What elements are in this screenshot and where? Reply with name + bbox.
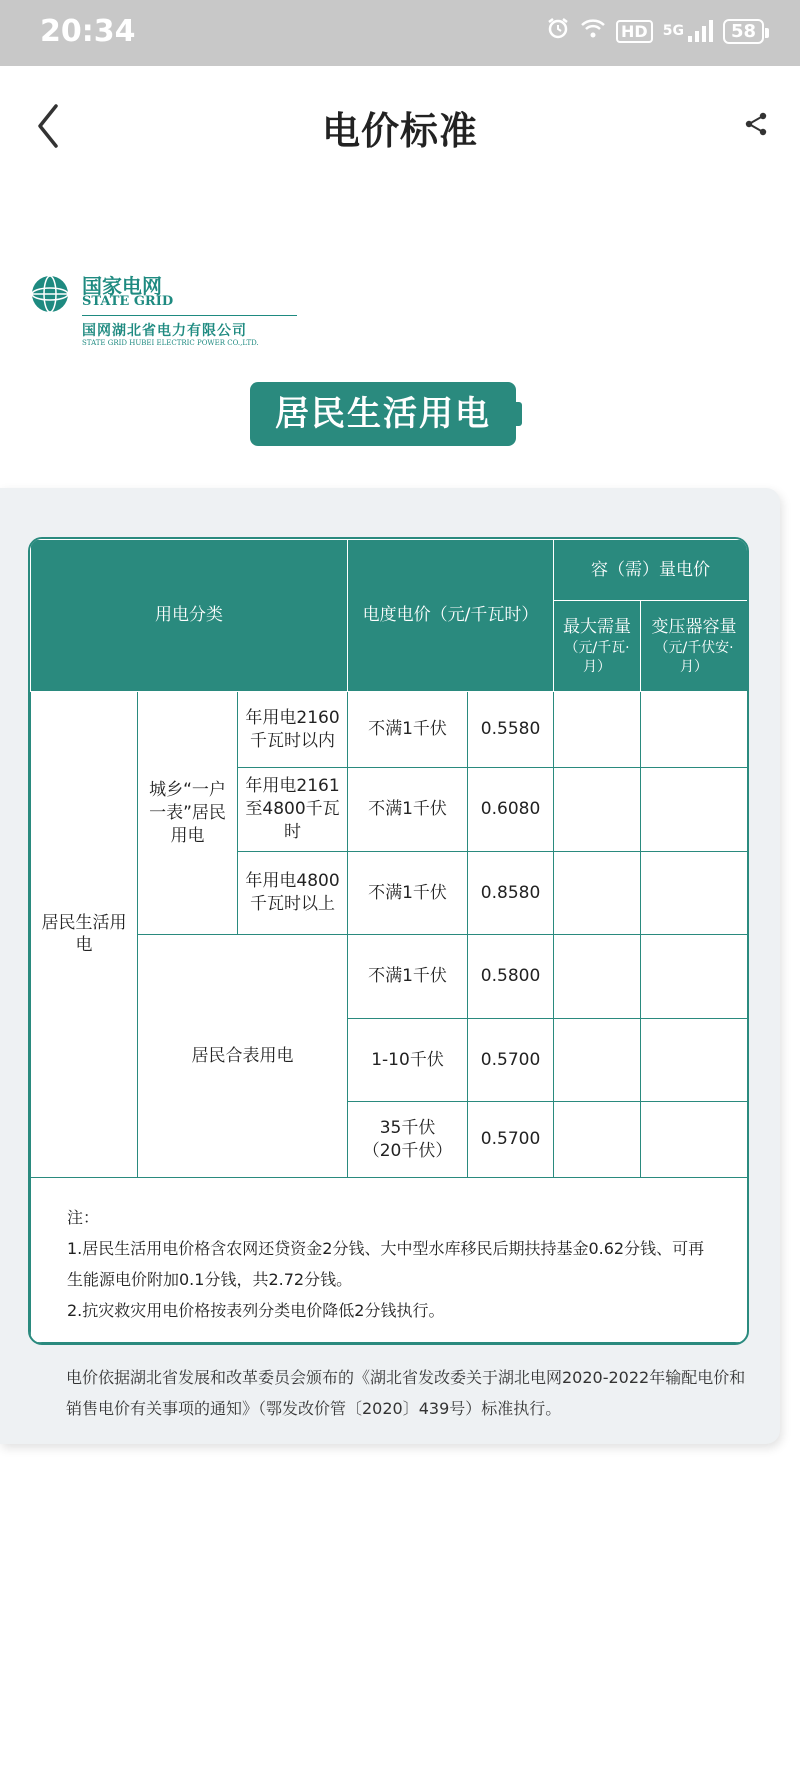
sub-label-single-meter: 城乡“一户一表”居民用电 xyxy=(138,691,238,935)
page-title: 电价标准 xyxy=(321,109,478,153)
voltage-cell: 1-10千伏 xyxy=(348,1018,468,1102)
header-capacity: 容（需）量电价 xyxy=(554,540,748,601)
note-2: 2.抗灾救灾用电价格按表列分类电价降低2分钱执行。 xyxy=(67,1300,445,1320)
empty-cell xyxy=(641,935,748,1019)
share-icon xyxy=(742,110,770,138)
tier-cell: 年用电2160千瓦时以内 xyxy=(238,691,348,767)
empty-cell xyxy=(641,851,748,935)
state-grid-logo xyxy=(30,270,280,350)
header-max-demand xyxy=(554,601,641,692)
price-cell: 0.5700 xyxy=(468,1102,554,1177)
price-table xyxy=(28,537,749,1345)
tier-cell: 年用电2161至4800千瓦时 xyxy=(238,768,348,852)
signal-icon xyxy=(688,20,713,42)
empty-cell xyxy=(641,691,748,767)
wifi-icon xyxy=(580,17,606,45)
header-category: 用电分类 xyxy=(31,540,348,692)
battery-level: 58 xyxy=(730,20,756,42)
empty-cell xyxy=(554,851,641,935)
price-cell: 0.5800 xyxy=(468,935,554,1019)
status-time: 20:34 xyxy=(40,14,136,49)
footnote: 电价依据湖北省发展和改革委员会颁布的《湖北省发改委关于湖北电网2020-2022年输配电价和销售电价有关事项的通知》（鄂发改价管〔2020〕439号）标准执行。 xyxy=(66,1368,746,1418)
logo-en: STATE GRID xyxy=(82,294,174,309)
battery-icon xyxy=(723,19,764,44)
price-cell: 0.5700 xyxy=(468,1018,554,1102)
price-cell: 0.8580 xyxy=(468,851,554,935)
table-row xyxy=(31,691,748,767)
tier-cell: 年用电4800千瓦时以上 xyxy=(238,851,348,935)
logo-divider xyxy=(82,315,297,316)
header-transformer xyxy=(641,601,748,692)
voltage-cell: 不满1千伏 xyxy=(348,691,468,767)
state-grid-emblem-icon xyxy=(30,274,70,314)
voltage-cell: 不满1千伏 xyxy=(348,851,468,935)
empty-cell xyxy=(641,1018,748,1102)
alarm-icon xyxy=(546,16,570,46)
section-title-badge: 居民生活用电 xyxy=(250,382,516,446)
logo-cn: 国家电网 xyxy=(82,274,162,298)
empty-cell xyxy=(554,768,641,852)
notes-label: 注： xyxy=(67,1207,100,1227)
hd-badge: HD xyxy=(616,20,653,43)
voltage-cell: 不满1千伏 xyxy=(348,768,468,852)
voltage-cell: 35千伏 （20千伏） xyxy=(348,1102,468,1177)
notes-row xyxy=(31,1177,748,1342)
note-1: 1.居民生活用电价格含农网还贷资金2分钱、大中型水库移民后期扶持基金0.62分钱、可再生能源电价附加0.1分钱，共2.72分钱。 xyxy=(67,1238,705,1289)
empty-cell xyxy=(554,1018,641,1102)
empty-cell xyxy=(641,1102,748,1177)
notes-cell xyxy=(31,1177,748,1342)
network-type: 5G xyxy=(662,23,684,39)
empty-cell xyxy=(554,691,641,767)
voltage-cell: 不满1千伏 xyxy=(348,935,468,1019)
logo-company: 国网湖北省电力有限公司 xyxy=(82,323,247,339)
empty-cell xyxy=(554,1102,641,1177)
status-icons xyxy=(546,16,764,46)
nav-bar xyxy=(0,66,800,182)
status-bar xyxy=(0,0,800,66)
table-row xyxy=(31,935,748,1019)
max-demand-unit: （元/千瓦·月） xyxy=(564,639,630,675)
transformer-unit: （元/千伏安·月） xyxy=(654,639,734,675)
sub-label-shared-meter: 居民合表用电 xyxy=(138,935,348,1178)
empty-cell xyxy=(554,935,641,1019)
group-label: 居民生活用电 xyxy=(31,691,138,1177)
price-cell: 0.6080 xyxy=(468,768,554,852)
max-demand-label: 最大需量 xyxy=(563,616,632,637)
share-button[interactable] xyxy=(742,110,770,138)
price-cell: 0.5580 xyxy=(468,691,554,767)
transformer-label: 变压器容量 xyxy=(651,616,737,637)
empty-cell xyxy=(641,768,748,852)
header-price: 电度电价（元/千瓦时） xyxy=(348,540,554,692)
logo-company-en: STATE GRID HUBEI ELECTRIC POWER CO.,LTD. xyxy=(82,339,259,347)
